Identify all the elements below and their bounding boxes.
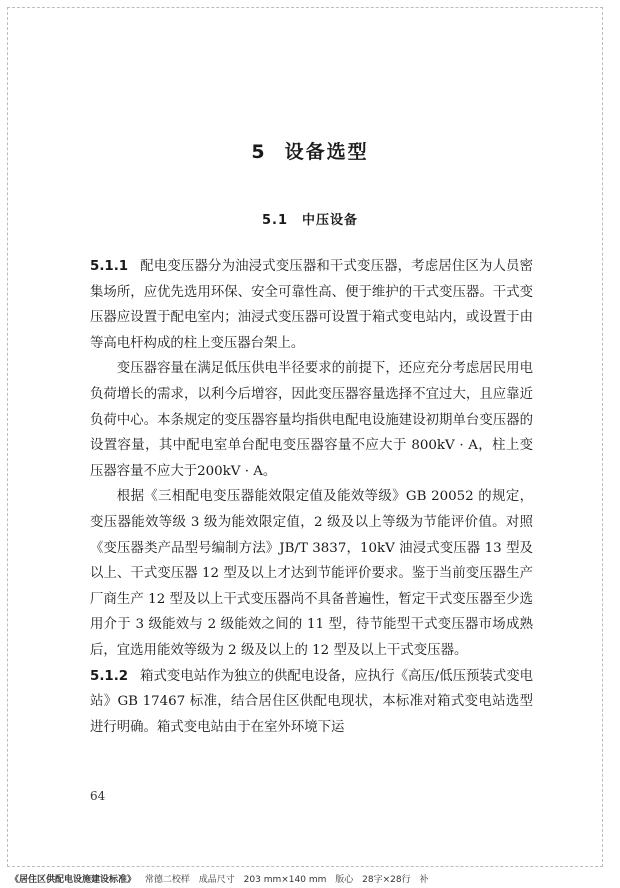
footer-book-title: 《居住区供配电设施建设标准》	[10, 875, 137, 885]
print-footer	[10, 872, 434, 885]
paragraph-capacity	[90, 356, 533, 484]
chapter-number: 5	[251, 141, 267, 163]
footer-core-value: 28字×28行	[362, 875, 411, 885]
paragraph-text: 变压器容量在满足低压供电半径要求的前提下，还应充分考虑居民用电负荷增长的需求，以利今后增容，因此变压器容量选择不宜过大，且应靠近负荷中心。本条规定的变压器容量均指供电配电设施建设初期单台变压器的设置容量，其中配电室单台配电变压器容量不应大于 800kV · A，柱上变压器容量不应大于200kV · A。	[90, 361, 533, 479]
paragraph-text: 箱式变电站作为独立的供配电设备，应执行《高压/低压预装式变电站》GB 17467 标准，结合居住区供配电现状，本标准对箱式变电站选型进行明确。箱式变电站由于在室外环境下运	[90, 668, 533, 735]
footer-proof: 常德二校样	[144, 875, 190, 885]
clause-paragraph-5-1-1	[90, 254, 533, 356]
paragraph-efficiency	[90, 484, 533, 663]
clause-number: 5.1.2	[90, 668, 129, 684]
clause-paragraph-5-1-2	[90, 664, 533, 741]
footer-tail: 补	[419, 875, 429, 885]
section-number: 5.1	[261, 213, 288, 228]
paragraph-text: 配电变压器分为油浸式变压器和干式变压器，考虑居住区为人员密集场所，应优先选用环保、安全可靠性高、便于维护的干式变压器。干式变压器应设置于配电室内；油浸式变压器可设置于箱式变电站内，或设置于由等高电杆构成的柱上变压器台架上。	[90, 259, 533, 351]
footer-size-label: 成品尺寸	[198, 875, 235, 885]
paragraph-text: 根据《三相配电变压器能效限定值及能效等级》GB 20052 的规定，变压器能效等级 3 级为能效限定值，2 级及以上等级为节能评价值。对照《变压器类产品型号编制方法》JB/T 3837，10kV 油浸式变压器 13 型及以上、干式变压器 12 型及以上才达到节能评价要求。鉴于当前变压器生产厂商生产 12 型及以上干式变压器尚不具备普遍性，暂定干式变压器至少选用介于 3 级能效与 2 级能效之间的 11 型，待节能型干式变压器市场成熟后，宜选用能效等级为 2 级及以上的 12 型及以上干式变压器。	[90, 489, 533, 658]
body-text	[90, 254, 533, 740]
footer-core-label: 版心	[335, 875, 354, 885]
footer-size-value: 203 mm×140 mm	[243, 875, 327, 885]
section-title-text: 中压设备	[302, 213, 359, 228]
page-number: 64	[90, 789, 106, 803]
chapter-title-text: 设备选型	[284, 141, 369, 163]
chapter-title	[0, 137, 620, 164]
clause-number: 5.1.1	[90, 259, 129, 274]
section-title	[0, 209, 620, 228]
